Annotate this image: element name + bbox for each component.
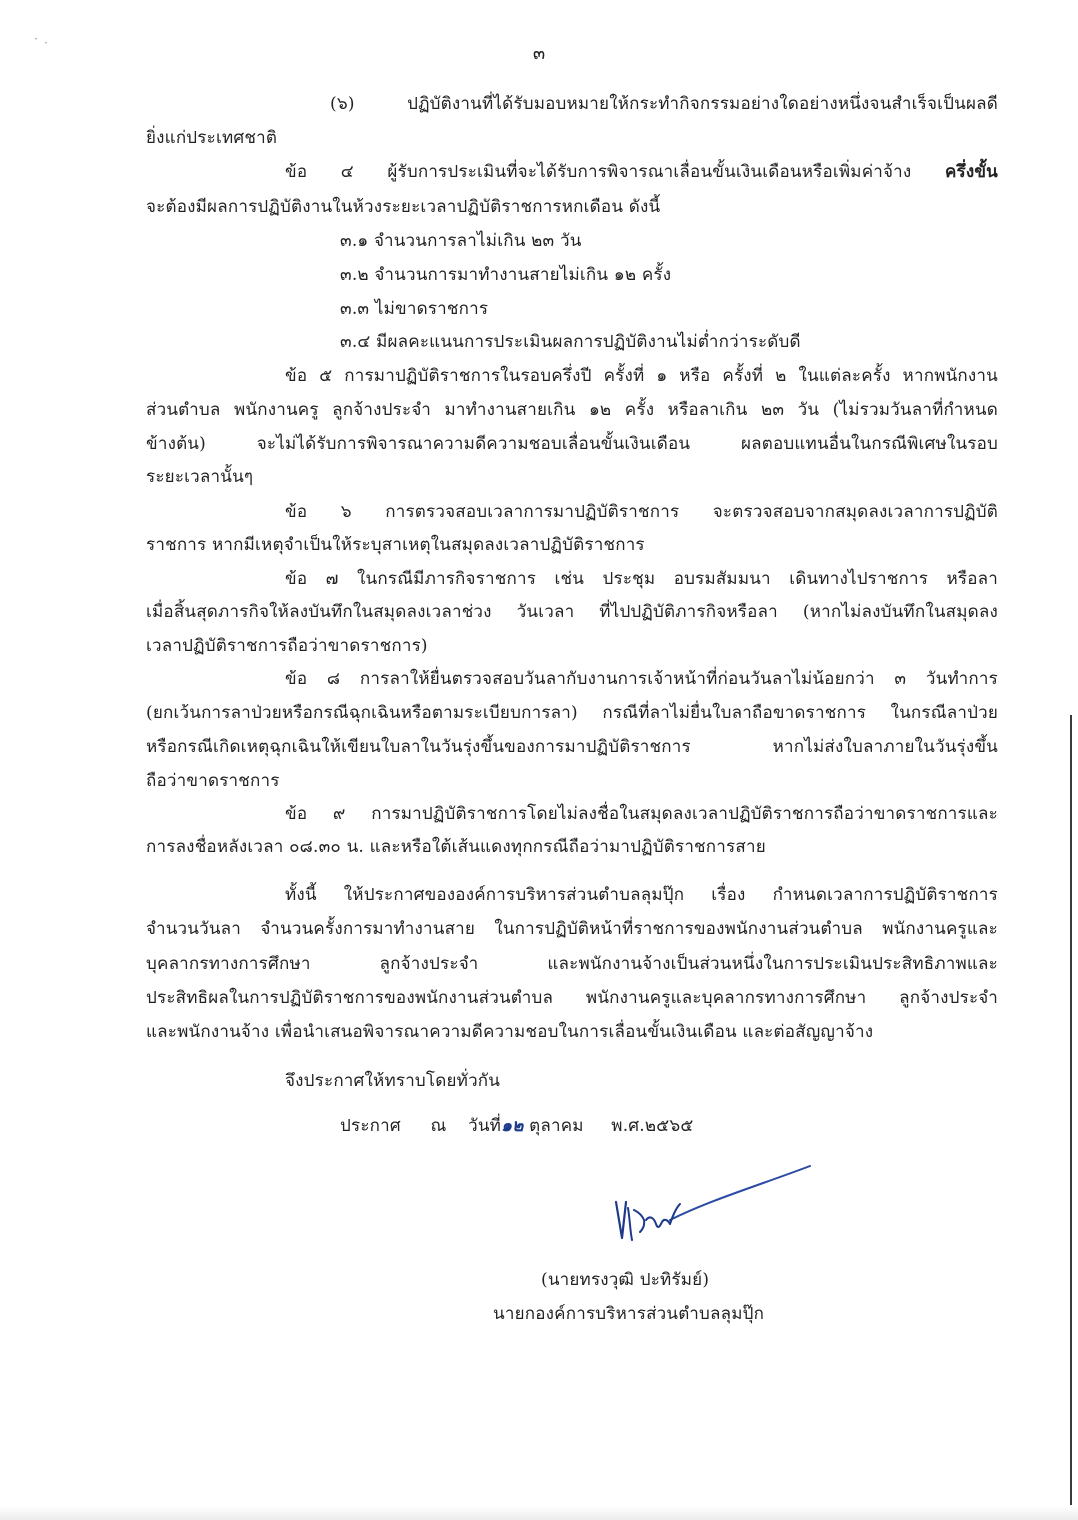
clause-4-line-1	[285, 160, 998, 184]
announce-month: ตุลาคม	[529, 1116, 584, 1136]
scan-speck: ·	[44, 36, 48, 50]
clause-4-bold-text: ครึ่งขั้น	[944, 162, 998, 182]
clause-7-line-3: เวลาปฏิบัติราชการถือว่าขาดราชการ)	[146, 636, 428, 656]
signer-name: (นายทรงวุฒิ ปะทิรัมย์)	[541, 1270, 710, 1290]
page-number: ๓	[532, 43, 546, 64]
closing-line-2: จำนวนวันลา จำนวนครั้งการมาทำงานสาย ในการปฏิบัติหน้าที่ราชการของพนักงานส่วนตำบล พนักงานครูและ	[146, 919, 998, 939]
criteria-3-3: ๓.๓ ไม่ขาดราชการ	[340, 299, 489, 319]
closing-line-5: และพนักงานจ้าง เพื่อนำเสนอพิจารณาความดีความชอบในการเลื่อนขั้นเงินเดือน และต่อสัญญาจ้าง	[146, 1022, 874, 1042]
clause-8-line-4: ถือว่าขาดราชการ	[146, 771, 280, 791]
handwritten-day: ๑๒	[501, 1116, 524, 1136]
closing-line-4: ประสิทธิผลในการปฏิบัติราชการของพนักงานส่วนตำบล พนักงานครูและบุคลากรทางการศึกษา ลูกจ้างประจำ	[146, 988, 998, 1008]
item-6-line-1: (๖) ปฏิบัติงานที่ได้รับมอบหมายให้กระทำกิจกรรมอย่างใดอย่างหนึ่งจนสำเร็จเป็นผลดี	[330, 94, 998, 114]
announce-year: พ.ศ.๒๕๖๕	[611, 1116, 694, 1136]
clause-7-line-1: ข้อ ๗ ในกรณีมีภารกิจราชการ เช่น ประชุม อบรมสัมมนา เดินทางไปราชการ หรือลา	[285, 569, 998, 589]
clause-7-line-2: เมื่อสิ้นสุดภารกิจให้ลงบันทึกในสมุดลงเวลาช่วง วันเวลา ที่ไปปฏิบัติภารกิจหรือลา (หากไม่ลงบันทึกในสมุดลง	[146, 602, 998, 622]
page-edge-shadow	[1070, 715, 1072, 1505]
clause-9-line-2: การลงชื่อหลังเวลา ๐๘.๓๐ น. และหรือใต้เส้นแดงทุกกรณีถือว่ามาปฏิบัติราชการสาย	[146, 837, 766, 857]
closing-line-3: บุคลากรทางการศึกษา ลูกจ้างประจำ และพนักงานจ้างเป็นส่วนหนึ่งในการประเมินประสิทธิภาพและ	[146, 954, 998, 974]
clause-5-line-2: ส่วนตำบล พนักงานครู ลูกจ้างประจำ มาทำงานสายเกิน ๑๒ ครั้ง หรือลาเกิน ๒๓ วัน (ไม่รวมวันลาที่กำหนด	[146, 400, 998, 420]
clause-6-line-2: ราชการ หากมีเหตุจำเป็นให้ระบุสาเหตุในสมุดลงเวลาปฏิบัติราชการ	[146, 535, 645, 555]
closing-line-1: ทั้งนี้ ให้ประกาศขององค์การบริหารส่วนตำบลลุมปุ๊ก เรื่อง กำหนดเวลาการปฏิบัติราชการ	[285, 885, 998, 905]
announce-day-label: วันที่	[468, 1116, 502, 1136]
announcement-date	[340, 1114, 693, 1138]
criteria-3-1: ๓.๑ จำนวนการลาไม่เกิน ๒๓ วัน	[340, 231, 582, 251]
announcement-statement: จึงประกาศให้ทราบโดยทั่วกัน	[285, 1071, 501, 1091]
signature-image	[600, 1160, 820, 1250]
clause-8-line-2: (ยกเว้นการลาป่วยหรือกรณีฉุกเฉินหรือตามระเบียบการลา) กรณีที่ลาไม่ยื่นใบลาถือขาดราชการ ในกรณีลาป่วย	[146, 703, 998, 723]
clause-5-line-1: ข้อ ๕ การมาปฏิบัติราชการในรอบครึ่งปี ครั้งที่ ๑ หรือ ครั้งที่ ๒ ในแต่ละครั้ง หากพนักงาน	[285, 366, 998, 386]
criteria-3-4: ๓.๔ มีผลคะแนนการประเมินผลการปฏิบัติงานไม่ต่ำกว่าระดับดี	[340, 332, 801, 352]
item-6-line-2: ยิ่งแก่ประเทศชาติ	[146, 128, 278, 148]
page-bottom-edge	[0, 1506, 1078, 1520]
clause-5-line-4: ระยะเวลานั้นๆ	[146, 467, 254, 487]
clause-8-line-1: ข้อ ๘ การลาให้ยื่นตรวจสอบวันลากับงานการเจ้าหน้าที่ก่อนวันลาไม่น้อยกว่า ๓ วันทำการ	[285, 669, 998, 689]
clause-9-line-1: ข้อ ๙ การมาปฏิบัติราชการโดยไม่ลงชื่อในสมุดลงเวลาปฏิบัติราชการถือว่าขาดราชการและ	[285, 804, 998, 824]
announce-at: ณ	[430, 1116, 447, 1136]
criteria-3-2: ๓.๒ จำนวนการมาทำงานสายไม่เกิน ๑๒ ครั้ง	[340, 265, 672, 285]
signer-position: นายกองค์การบริหารส่วนตำบลลุมปุ๊ก	[493, 1304, 765, 1324]
scan-speck: ·	[34, 32, 38, 46]
clause-6-line-1: ข้อ ๖ การตรวจสอบเวลาการมาปฏิบัติราชการ จะตรวจสอบจากสมุดลงเวลาการปฏิบัติ	[285, 502, 998, 522]
clause-4-line-2: จะต้องมีผลการปฏิบัติงานในห้วงระยะเวลาปฏิบัติราชการหกเดือน ดังนี้	[146, 197, 661, 217]
clause-5-line-3: ข้างต้น) จะไม่ได้รับการพิจารณาความดีความชอบเลื่อนขั้นเงินเดือน ผลตอบแทนอื่นในกรณีพิเศษในรอบ	[146, 434, 998, 454]
announce-prefix: ประกาศ	[340, 1116, 401, 1136]
clause-8-line-3: หรือกรณีเกิดเหตุฉุกเฉินให้เขียนใบลาในวันรุ่งขึ้นของการมาปฏิบัติราชการ หากไม่ส่งใบลาภายในวันรุ่งขึ้น	[146, 737, 998, 757]
clause-4-text: ข้อ ๔ ผู้รับการประเมินที่จะได้รับการพิจารณาเลื่อนขั้นเงินเดือนหรือเพิ่มค่าจ้าง	[285, 162, 945, 182]
